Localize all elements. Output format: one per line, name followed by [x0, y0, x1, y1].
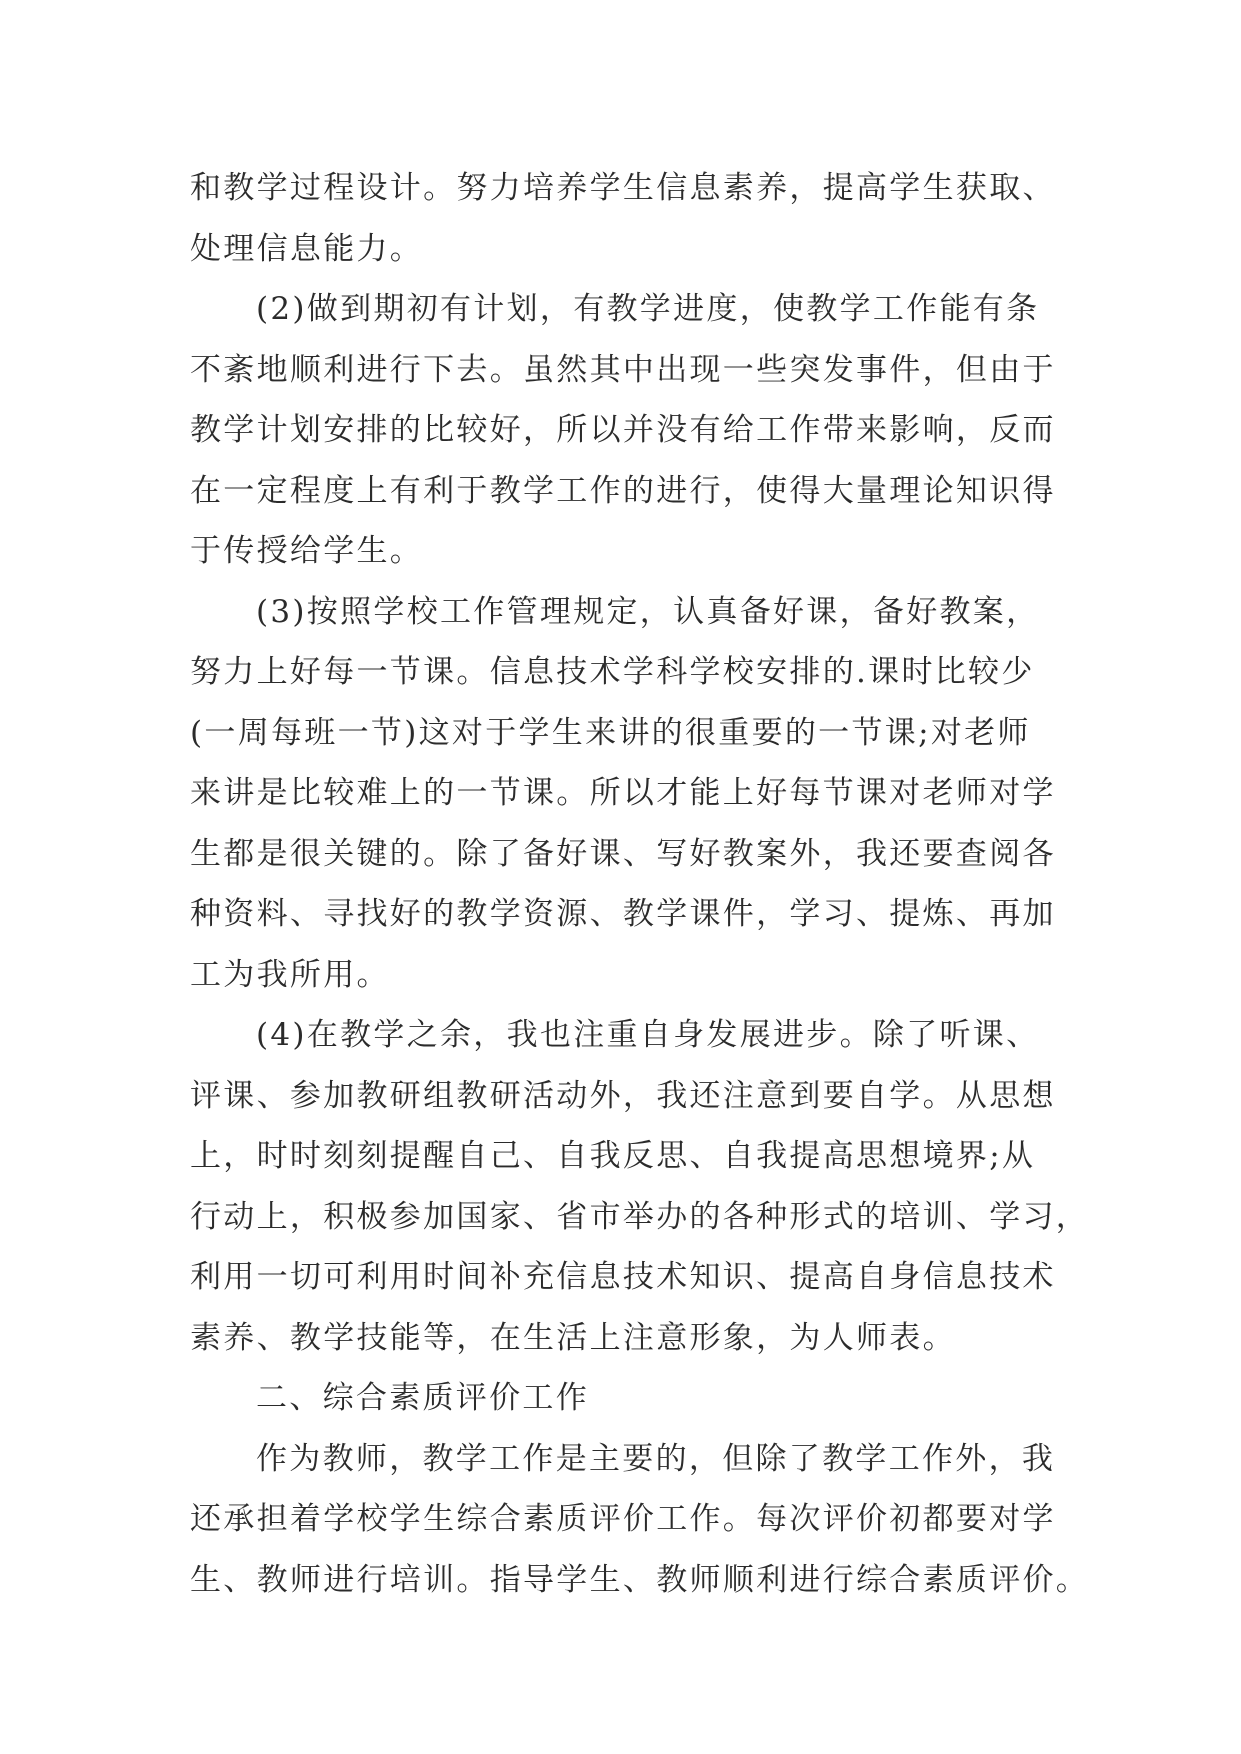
text-line: 评课、参加教研组教研活动外，我还注意到要自学。从思想 — [190, 1077, 1056, 1114]
text-line: 在一定程度上有利于教学工作的进行，使得大量理论知识得 — [190, 472, 1056, 509]
text-line: 上，时时刻刻提醒自己、自我反思、自我提高思想境界;从 — [190, 1138, 1036, 1174]
text-line: 工为我所用。 — [190, 956, 390, 993]
text-line: 不紊地顺利进行下去。虽然其中出现一些突发事件，但由于 — [190, 351, 1056, 388]
text-line: 于传授给学生。 — [190, 533, 424, 569]
text-line: 努力上好每一节课。信息技术学科学校安排的.课时比较少 — [190, 654, 1035, 690]
text-line: (3)按照学校工作管理规定，认真备好课，备好教案， — [256, 593, 1040, 630]
text-line: 素养、教学技能等，在生活上注意形象，为人师表。 — [190, 1319, 956, 1356]
text-line: 种资料、寻找好的教学资源、教学课件，学习、提炼、再加 — [190, 896, 1056, 932]
text-line: 处理信息能力。 — [190, 230, 424, 267]
text-line: 还承担着学校学生综合素质评价工作。每次评价初都要对学 — [190, 1501, 1056, 1537]
text-line: 和教学过程设计。努力培养学生信息素养，提高学生获取、 — [190, 170, 1056, 206]
text-line: 生、教师进行培训。指导学生、教师顺利进行综合素质评价。 — [190, 1561, 1090, 1598]
text-line: (一周每班一节)这对于学生来讲的很重要的一节课;对老师 — [190, 714, 1031, 751]
document-body-text — [190, 158, 1090, 1610]
text-line: 教学计划安排的比较好，所以并没有给工作带来影响，反而 — [190, 412, 1056, 448]
text-line: 行动上，积极参加国家、省市举办的各种形式的培训、学习， — [190, 1198, 1090, 1235]
text-line: (4)在教学之余，我也注重自身发展进步。除了听课、 — [256, 1017, 1040, 1053]
text-line: 来讲是比较难上的一节课。所以才能上好每节课对老师对学 — [190, 775, 1056, 811]
text-line: 生都是很关键的。除了备好课、写好教案外，我还要查阅各 — [190, 835, 1056, 872]
text-line: 作为教师，教学工作是主要的，但除了教学工作外，我 — [256, 1440, 1056, 1477]
text-line: (2)做到期初有计划，有教学进度，使教学工作能有条 — [256, 291, 1040, 327]
text-line: 利用一切可利用时间补充信息技术知识、提高自身信息技术 — [190, 1259, 1056, 1295]
text-line: 二、综合素质评价工作 — [256, 1380, 589, 1416]
